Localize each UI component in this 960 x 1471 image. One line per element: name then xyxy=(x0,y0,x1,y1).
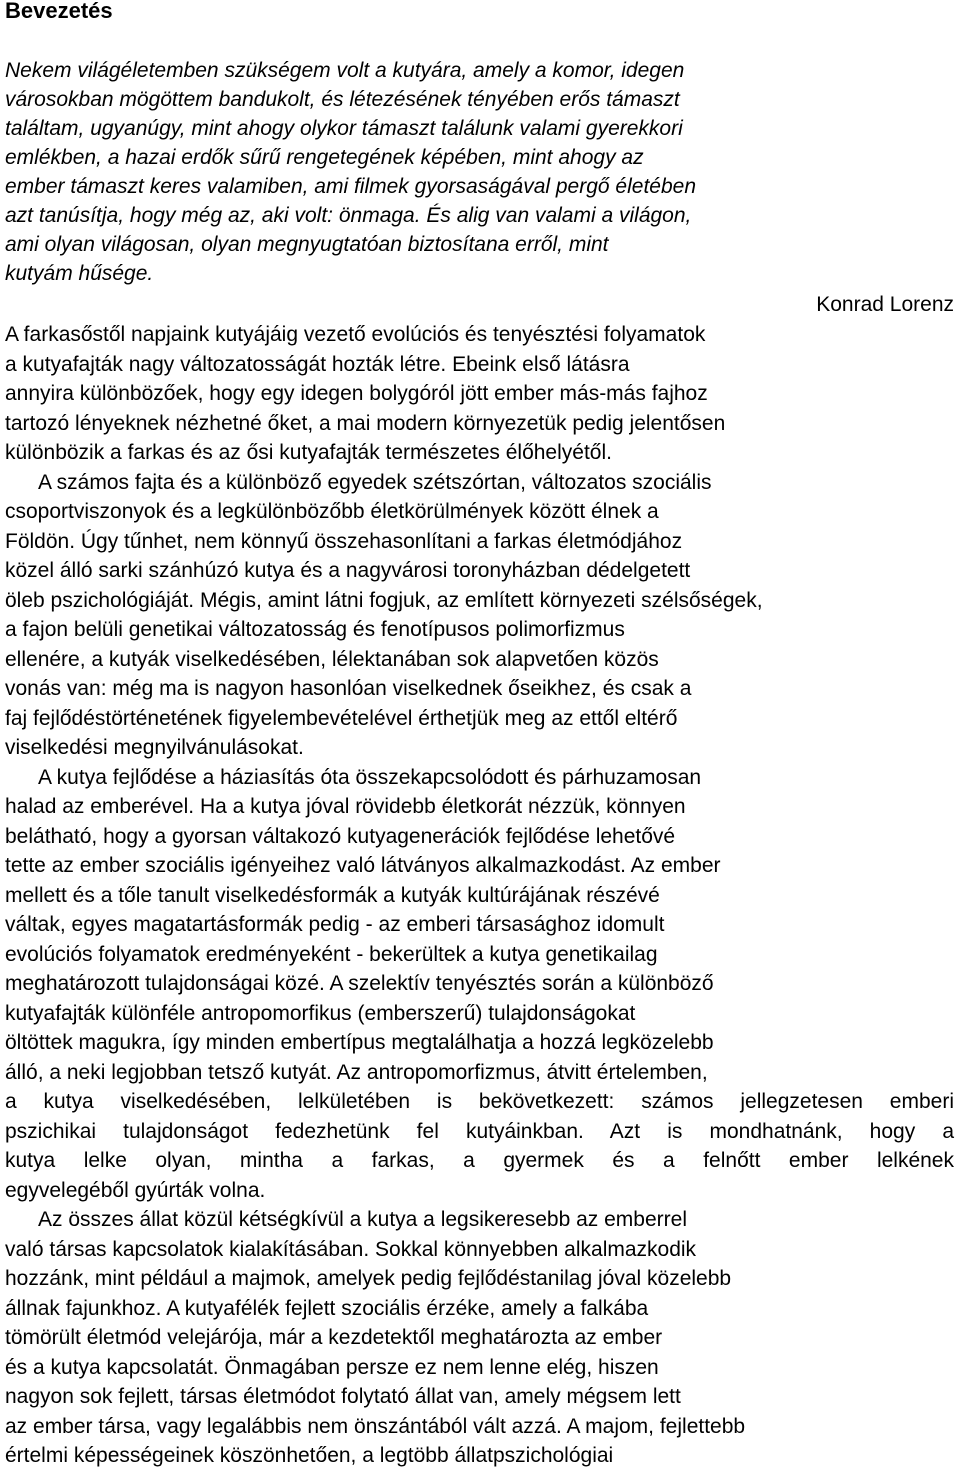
body-text xyxy=(5,320,954,1471)
text-line: meghatározott tulajdonságai közé. A szelektív tenyésztés során a különböző xyxy=(5,972,714,995)
text-line: egyvelegéből gyúrták volna. xyxy=(5,1178,266,1202)
text-line: a kutya viselkedésében, lelkületében is bekövetkezett: számos jellegzetesen emberi xyxy=(5,1090,954,1113)
text-line: közel álló sarki szánhúzó kutya és a nagyvárosi toronyházban dédelgetett xyxy=(5,559,691,582)
text-line: öleb pszichológiáját. Mégis, amint látni fogjuk, az említett környezeti szélsőségek, xyxy=(5,588,763,612)
text-line: kutya lelke olyan, mintha a farkas, a gyermek és a felnőtt ember lelkének xyxy=(5,1149,954,1172)
text-line: evolúciós folyamatok eredményeként - bekerültek a kutya genetikailag xyxy=(5,942,658,966)
text-line: pszichikai tulajdonságot fedezhetünk fel kutyáinkban. Azt is mondhatnánk, hogy a xyxy=(5,1119,954,1143)
motto-author: Konrad Lorenz xyxy=(816,293,954,316)
text-line: halad az emberével. Ha a kutya jóval rövidebb életkorát nézzük, könnyen xyxy=(5,795,686,818)
text-line: viselkedési megnyilvánulásokat. xyxy=(5,736,304,759)
text-line: ellenére, a kutyák viselkedésében, lélektanában sok alapvetően közös xyxy=(5,647,659,671)
motto-line: kutyám hűsége. xyxy=(5,262,154,285)
text-line: öltöttek magukra, így minden embertípus megtalálhatja a hozzá legközelebb xyxy=(5,1031,714,1054)
text-line: A kutya fejlődése a háziasítás óta összekapcsolódott és párhuzamosan xyxy=(38,765,702,789)
text-line: kutyafajták különféle antropomorfikus (emberszerű) tulajdonságokat xyxy=(5,1001,636,1025)
text-line: tartozó lényeknek nézhetné őket, a mai modern környezetük pedig jelentősen xyxy=(5,411,726,435)
text-line: nagyon sok fejlett, társas életmódot folytató állat van, amely mégsem lett xyxy=(5,1385,681,1408)
motto-quote xyxy=(5,56,954,288)
chapter-heading: Bevezetés xyxy=(5,0,113,23)
text-line: vonás van: még ma is nagyon hasonlóan viselkednek őseikhez, és csak a xyxy=(5,677,692,700)
text-line: a kutyafajták nagy változatosságát hozták létre. Ebeink első látásra xyxy=(5,352,630,376)
motto-line: azt tanúsítja, hogy még az, aki volt: önmaga. És alig van valami a világon, xyxy=(5,204,692,227)
text-line: különbözik a farkas és az ősi kutyafajták természetes élőhelyétől. xyxy=(5,441,612,464)
text-line: álló, a neki legjobban tetsző kutyát. Az antropomorfizmus, átvitt értelemben, xyxy=(5,1060,708,1084)
text-line: az ember társa, vagy legalábbis nem önszántából vált azzá. A majom, fejlettebb xyxy=(5,1414,746,1438)
text-line: belátható, hogy a gyorsan váltakozó kutyagenerációk fejlődése lehetővé xyxy=(5,824,676,848)
motto-line: ami olyan világosan, olyan megnyugtatóan biztosítana erről, mint xyxy=(5,233,609,256)
text-line: faj fejlődéstörténetének figyelembevételével érthetjük meg az ettől eltérő xyxy=(5,706,678,730)
text-line: csoportviszonyok és a legkülönbözőbb életkörülmények között élnek a xyxy=(5,500,659,523)
text-line: Az összes állat közül kétségkívül a kutya a legsikeresebb az emberrel xyxy=(38,1208,687,1231)
text-line: mellett és a tőle tanult viselkedésformák a kutyák kultúrájának részévé xyxy=(5,883,660,907)
motto-line: Nekem világéletemben szükségem volt a kutyára, amely a komor, idegen xyxy=(5,59,685,82)
text-line: és a kutya kapcsolatát. Önmagában persze ez nem lenne elég, hiszen xyxy=(5,1355,659,1379)
text-line: való társas kapcsolatok kialakításában. Sokkal könnyebben alkalmazkodik xyxy=(5,1237,697,1261)
text-line: állnak fajunkhoz. A kutyafélék fejlett szociális érzéke, amely a falkába xyxy=(5,1296,649,1320)
motto-line: találtam, ugyanúgy, mint ahogy olykor támaszt találunk valami gyerekkori xyxy=(5,117,683,140)
text-line: tette az ember szociális igényeihez való látványos alkalmazkodást. Az ember xyxy=(5,854,721,877)
text-line: hozzánk, mint például a majmok, amelyek pedig fejlődéstanilag jóval közelebb xyxy=(5,1267,732,1290)
text-line: tömörült életmód velejárója, már a kezdetektől meghatározta az ember xyxy=(5,1326,663,1349)
motto-line: ember támaszt keres valamiben, ami filmek gyorsaságával pergő életében xyxy=(5,175,697,198)
text-line: Földön. Úgy tűnhet, nem könnyű összehasonlítani a farkas életmódjához xyxy=(5,529,683,553)
motto-line: városokban mögöttem bandukolt, és létezésének tényében erős támaszt xyxy=(5,88,680,111)
text-line: értelmi képességeinek köszönhetően, a legtöbb állatpszichológiai xyxy=(5,1444,614,1467)
text-line: váltak, egyes magatartásformák pedig - az emberi társasághoz idomult xyxy=(5,913,665,936)
text-line: A számos fajta és a különböző egyedek szétszórtan, változatos szociális xyxy=(38,470,712,494)
text-line: annyira különbözőek, hogy egy idegen bolygóról jött ember más-más fajhoz xyxy=(5,382,708,405)
motto-line: emlékben, a hazai erdők sűrű rengetegének képében, mint ahogy az xyxy=(5,146,644,169)
text-line: a fajon belüli genetikai változatosság és fenotípusos polimorfizmus xyxy=(5,618,625,641)
text-line: A farkasőstől napjaink kutyájáig vezető evolúciós és tenyésztési folyamatok xyxy=(5,323,706,346)
